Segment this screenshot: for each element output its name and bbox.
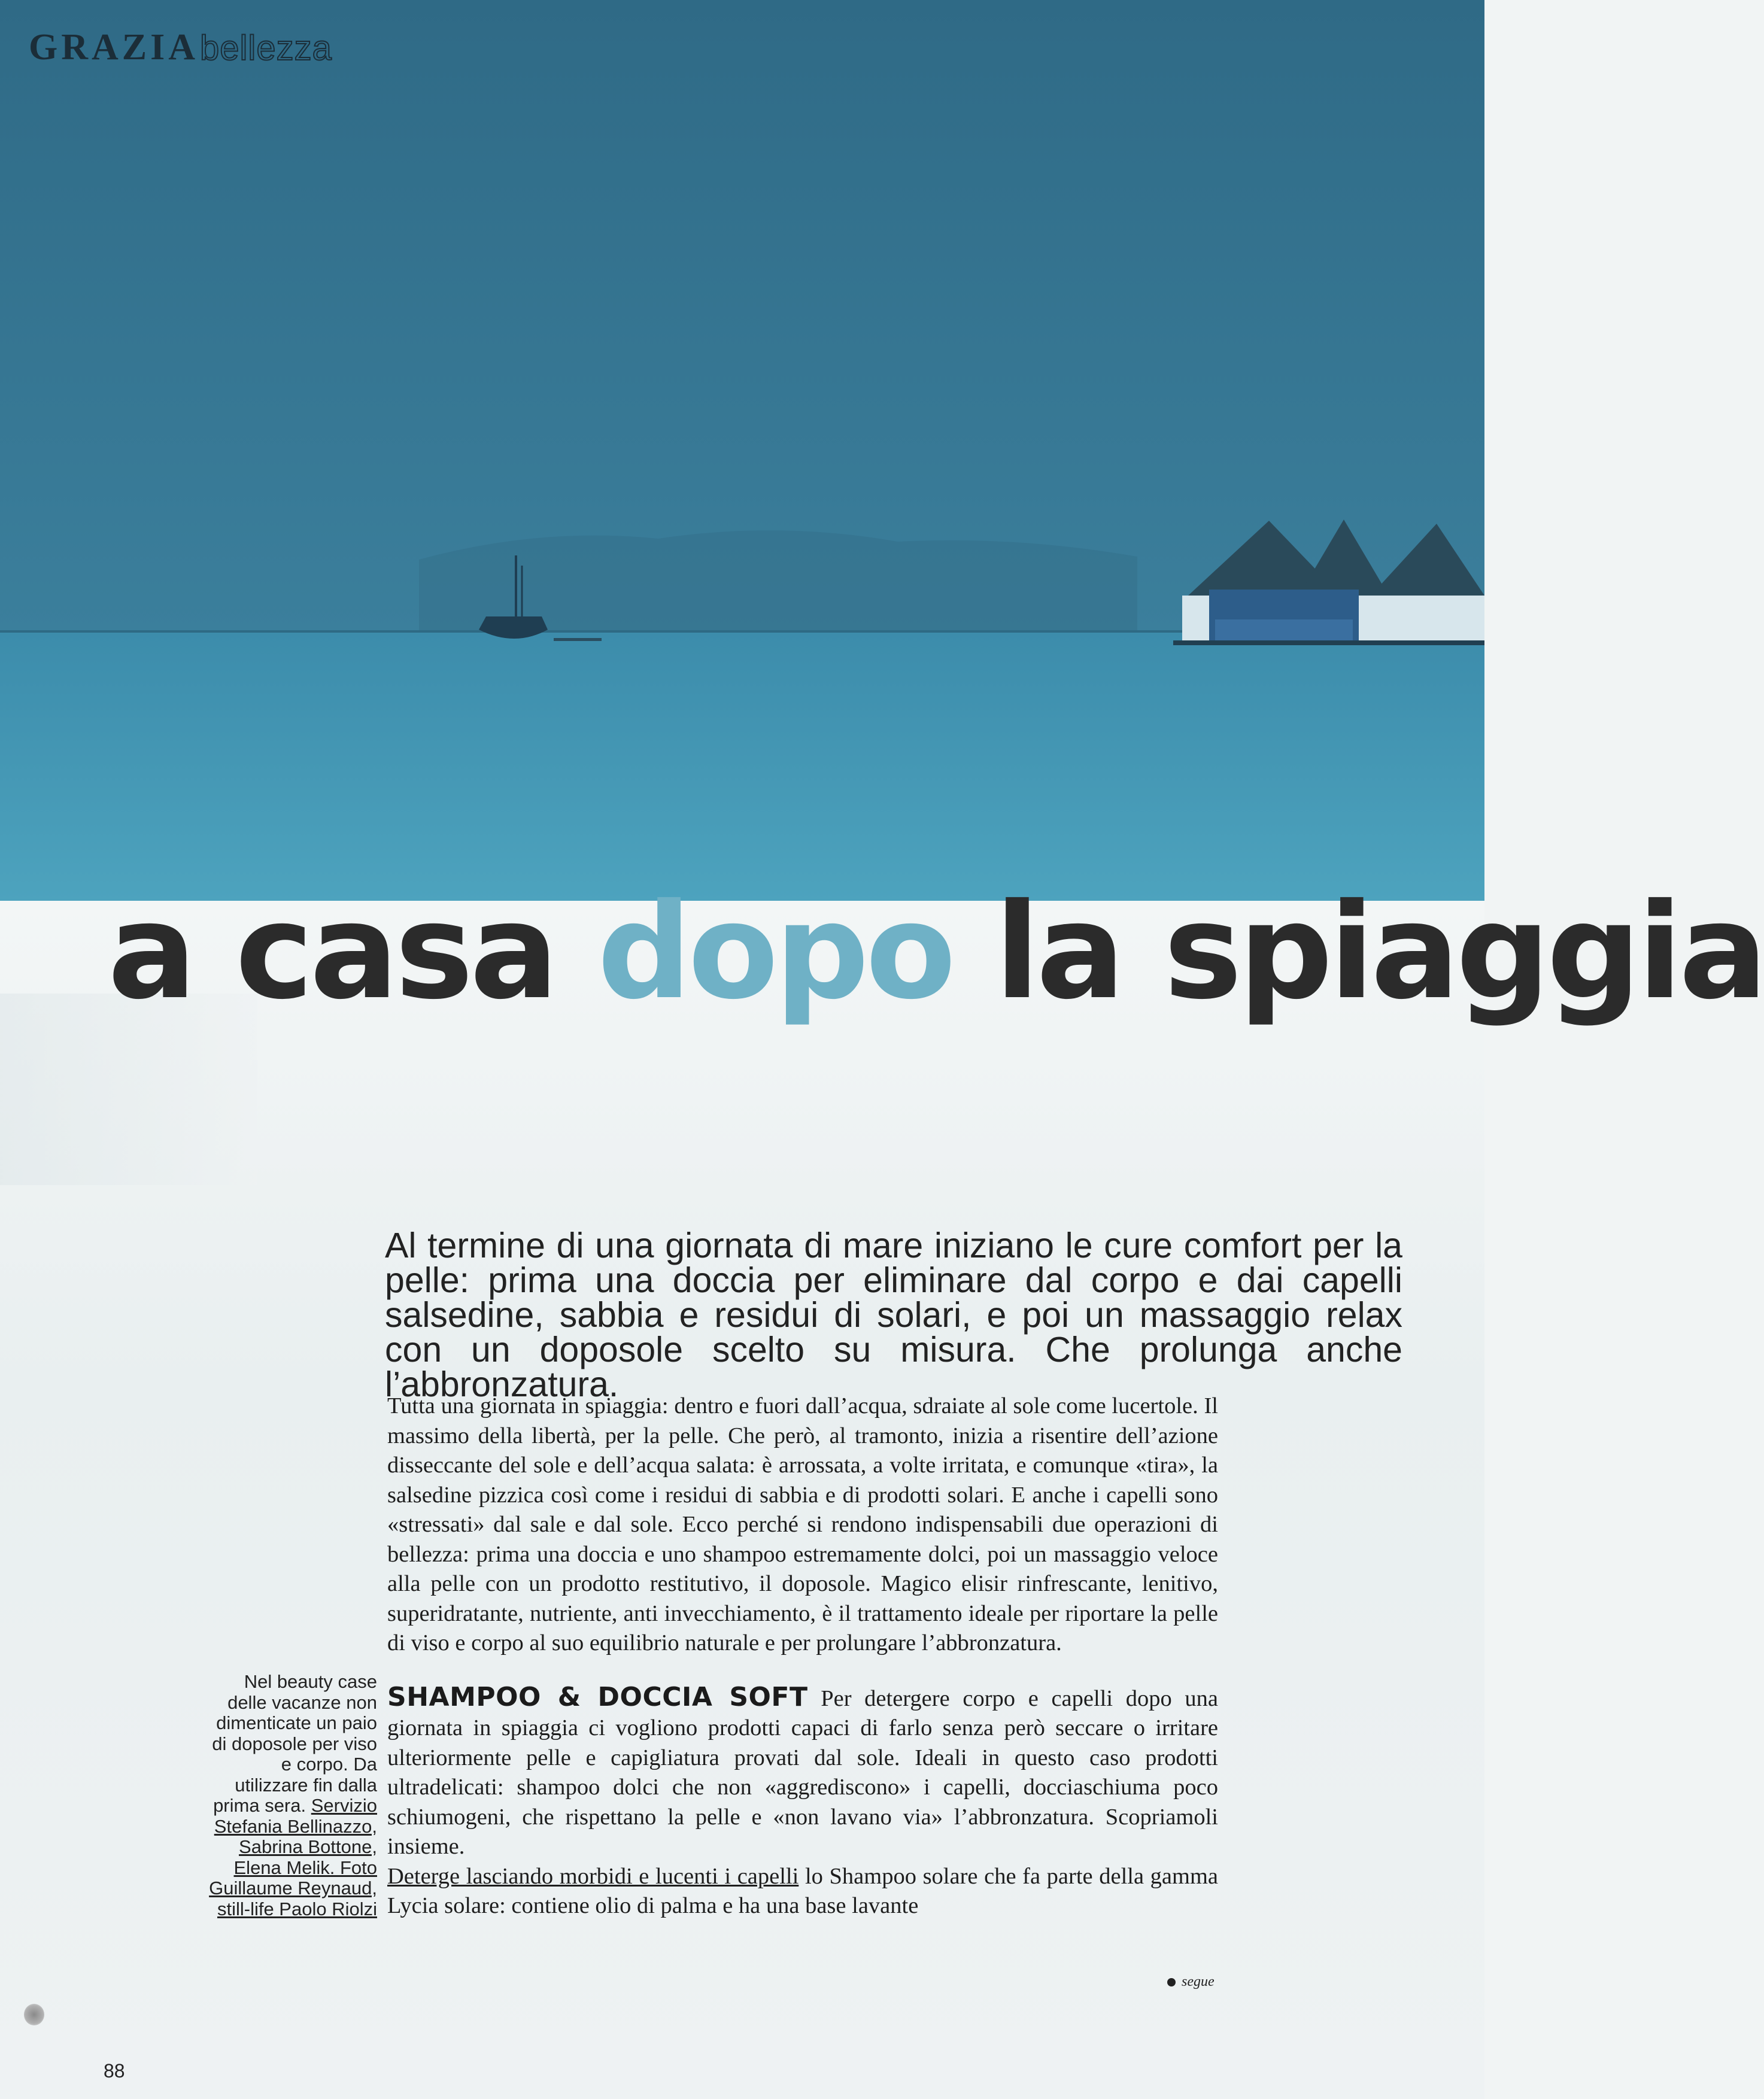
article-headline — [108, 875, 1764, 1028]
sidebar-caption — [204, 1672, 377, 1919]
page-number: 88 — [104, 2060, 125, 2082]
magazine-name: GRAZIA — [29, 27, 199, 68]
product-lead-underlined: Deterge lasciando morbidi e lucenti i capelli — [387, 1863, 799, 1889]
section-text: Per detergere corpo e capelli dopo una giornata in spiaggia ci vogliono prodotti capaci di farlo senza però seccare o irritare ulteriormente pelle e capigliatura provati dal sole. Ideali in questo caso prodotti ultradelicati: shampoo dolci che non «aggrediscono» i capelli, docciaschiuma poco schiumogeni, che rispettano la pelle e «non lavano via» l’abbronzatura. Scopriamoli insieme. — [387, 1685, 1219, 1859]
body-intro-paragraph: Tutta una giornata in spiaggia: dentro e fuori dall’acqua, sdraiate al sole come lucertole. Il massimo della libertà, per la pelle. Che però, al tramonto, inizia a risentire dell’azione disseccante del sole e dell’acqua salata: è arrossata, a volte irritata, e comunque «tira», la salsedine pizzica così come i residui di sabbia e di prodotti solari. E anche i capelli sono «stressati» dal sale e dal sole. Ecco perché si rendono indispensabili due operazioni di bellezza: prima una doccia e uno shampoo estremamente dolci, poi un massaggio veloce alla pelle con un prodotto restitutivo, il doposole. Magico elisir rinfrescante, lenitivo, superidratante, nutriente, anti invecchiamento, è il trattamento ideale per riportare la pelle di viso e corpo al suo equilibrio naturale e per prolungare l’abbronzatura. — [387, 1393, 1218, 1655]
product-paragraph — [387, 1862, 1218, 1921]
seascape-illustration — [0, 0, 1484, 901]
sea — [0, 631, 1484, 901]
hero-photo — [0, 0, 1484, 901]
page-stain — [24, 2004, 44, 2025]
product-text: lo Shampoo solare che fa parte della gamma Lycia solare: contiene olio di palma e ha una base lavante — [387, 1863, 1218, 1918]
bullet-icon — [1167, 1978, 1176, 1986]
section-name: bellezza — [200, 29, 332, 68]
section-paragraph — [387, 1682, 1218, 1862]
magazine-logo — [29, 24, 332, 66]
caption-text: Nel beauty case delle vacanze non dimenticate un paio di doposole per viso e corpo. Da utilizzare fin dalla prima sera. — [212, 1671, 377, 1816]
headline-accent-word: dopo — [597, 875, 953, 1028]
headline-part2: la spiaggia — [952, 875, 1764, 1028]
article-lead: Al termine di una giornata di mare iniziano le cure comfort per la pelle: prima una doccia per eliminare dal corpo e dai capelli salsedine, sabbia e residui di solari, e poi un massaggio relax con un doposole scelto su misura. Che prolunga anche l’abbronzatura. — [385, 1226, 1402, 1404]
headline-part1: a casa — [108, 875, 597, 1028]
section-title: SHAMPOO & DOCCIA SOFT — [387, 1681, 808, 1712]
continues-marker — [1167, 1974, 1215, 1990]
photo-credit: Servizio Stefania Bellinazzo, Sabrina Bottone, Elena Melik. Foto Guillaume Reynaud, still-life Paolo Riolzi — [209, 1795, 377, 1919]
article-body — [387, 1392, 1218, 1921]
continues-label: segue — [1182, 1974, 1215, 1989]
